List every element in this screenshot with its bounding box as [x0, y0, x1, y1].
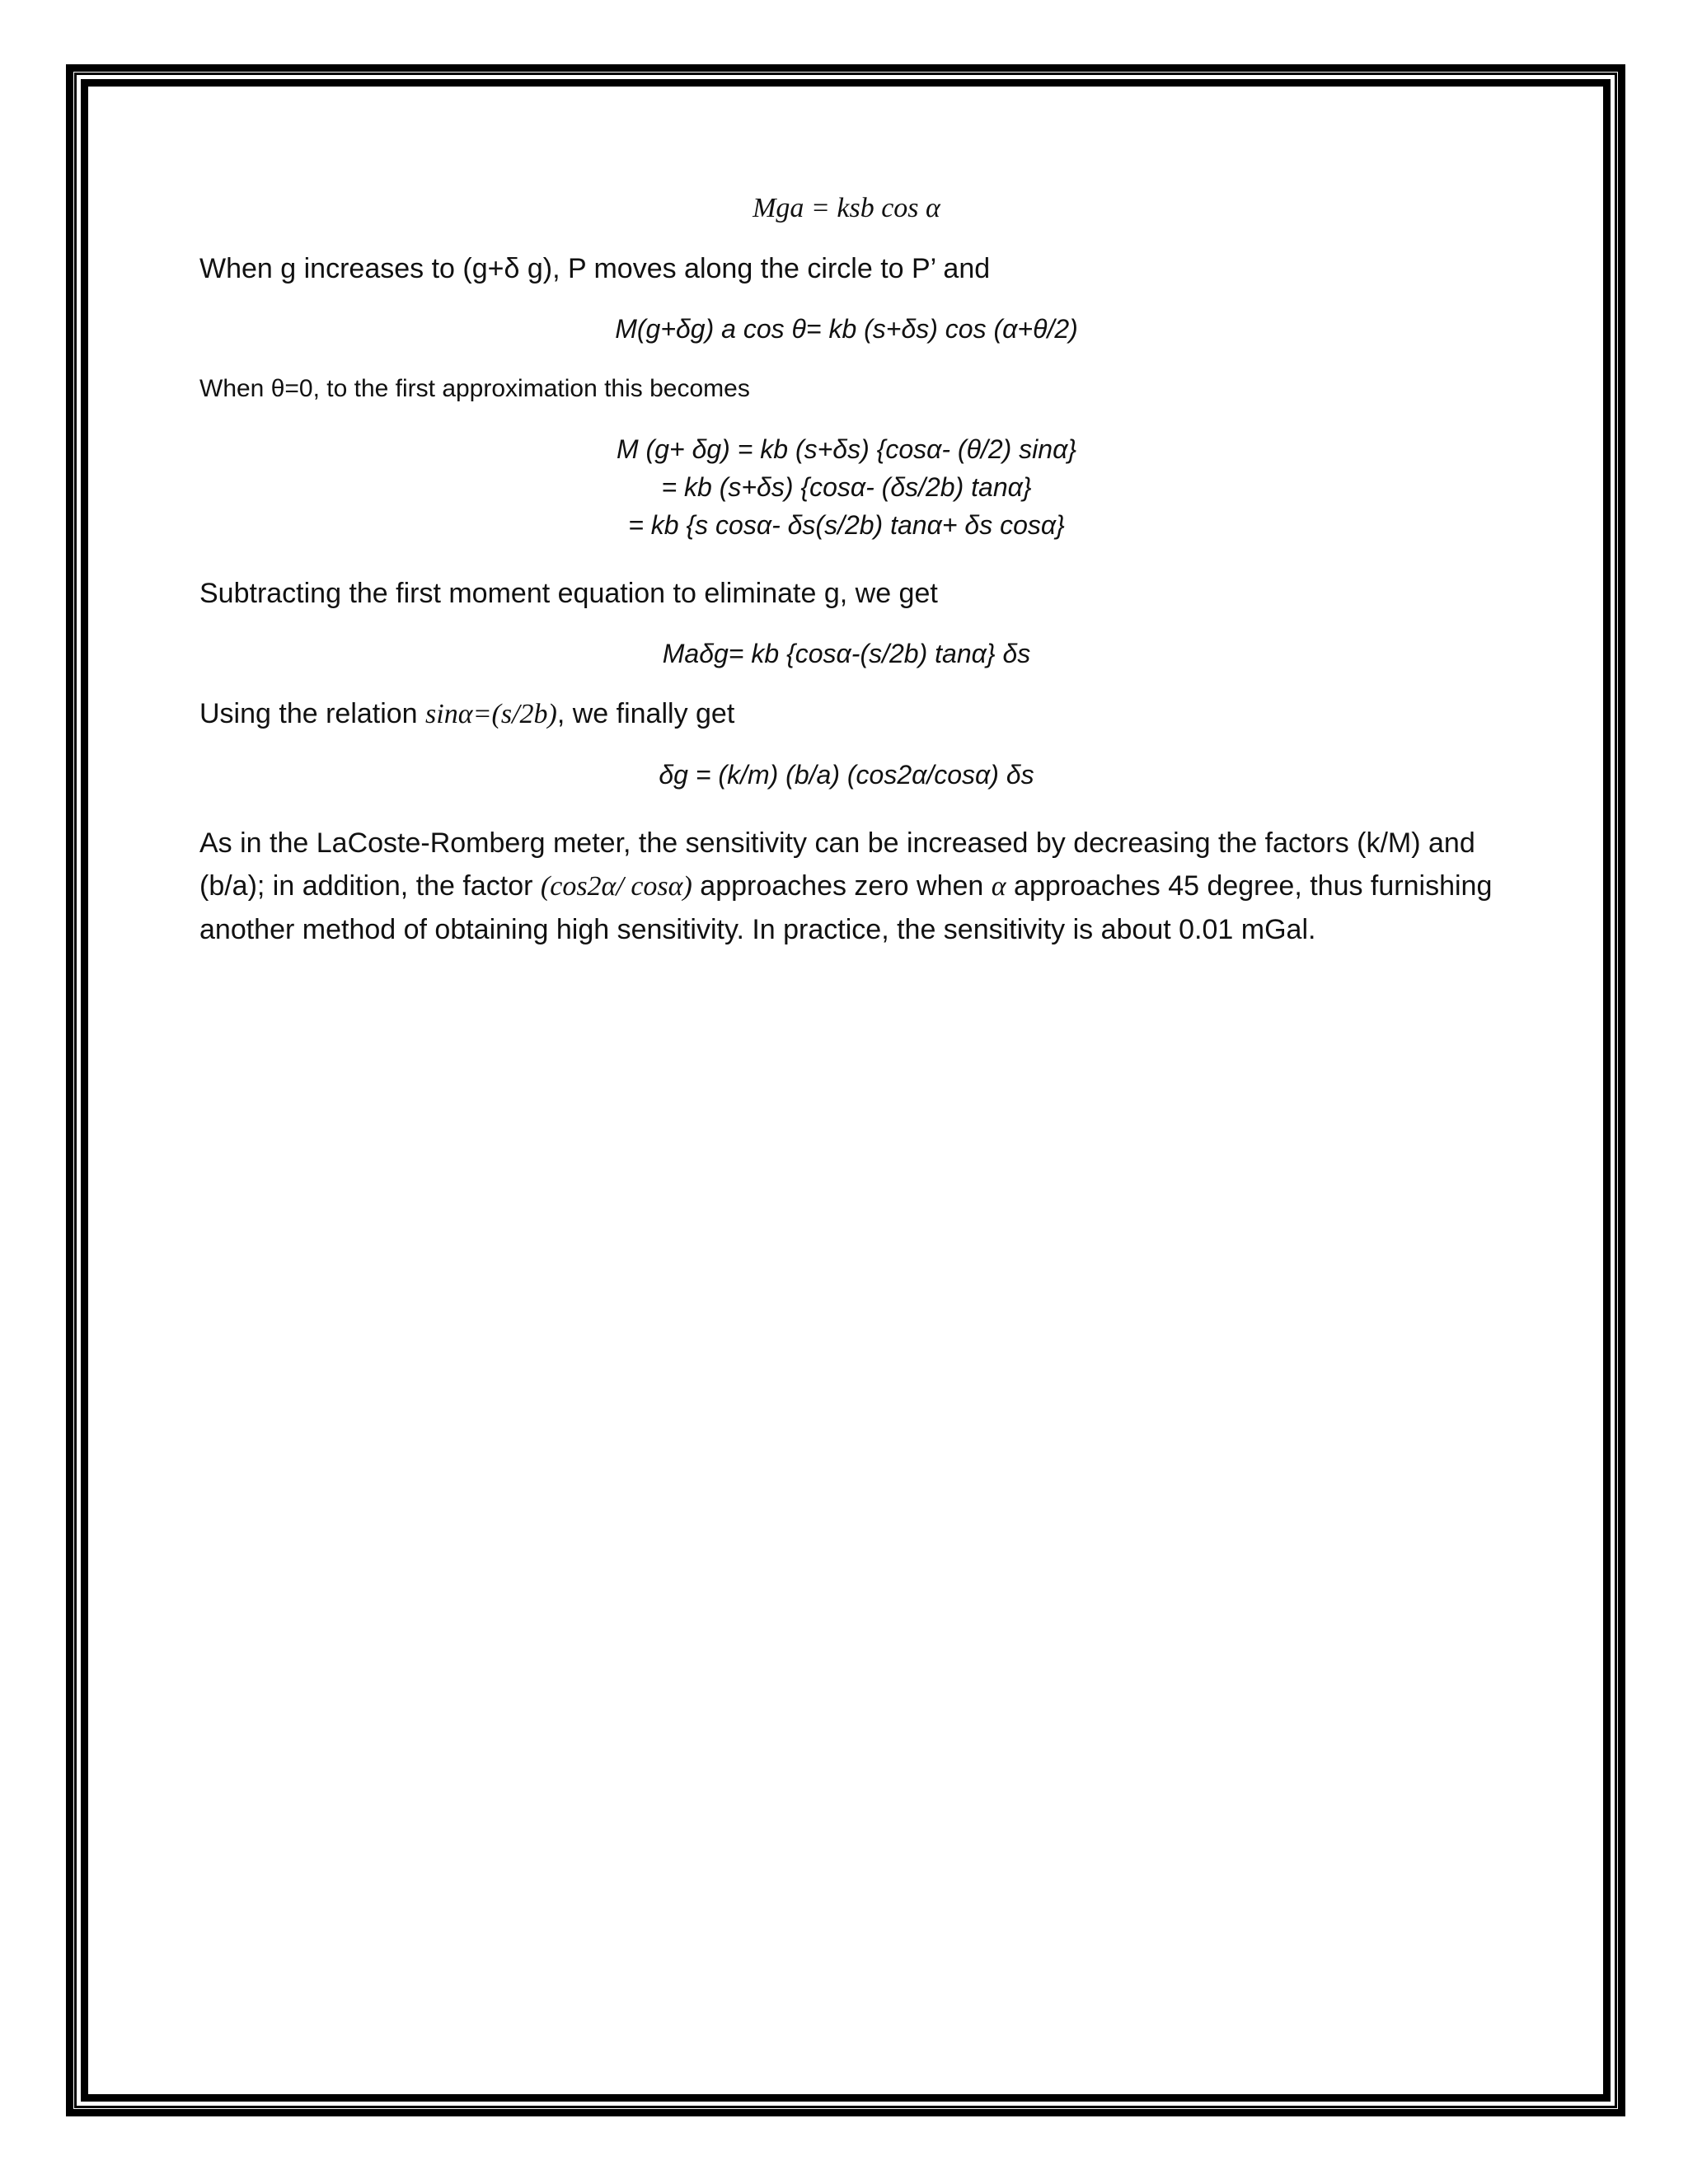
equation-approximation-block: [199, 430, 1493, 544]
equation-approx-line-1: M (g+ δg) = kb (s+δs) {cosα- (θ/2) sinα}: [616, 434, 1076, 464]
paragraph-subtracting: Subtracting the first moment equation to eliminate g, we get: [199, 578, 938, 609]
sensitivity-text-c: approaches 45 degree, thus furnishing another method of obtaining high sensitivity. In practice, the sensitivity is about 0.01 mGal.: [199, 870, 1493, 945]
alpha-symbol: α: [991, 871, 1006, 902]
equation-moment-balance: Mga = ksb cos α: [753, 193, 940, 223]
paragraph-sensitivity-discussion: [199, 822, 1493, 951]
equation-approx-line-3: = kb {s cosα- δs(s/2b) tanα+ δs cosα}: [628, 510, 1065, 540]
paragraph-first-approximation: When θ=0, to the first approximation this becomes: [199, 375, 750, 402]
equation-displaced-balance: M(g+δg) a cos θ= kb (s+δs) cos (α+θ/2): [615, 314, 1078, 344]
sensitivity-text-b: approaches zero when: [692, 870, 992, 902]
equation-approx-line-2: = kb (s+δs) {cosα- (δs/2b) tanα}: [661, 472, 1032, 502]
equation-sensitivity: δg = (k/m) (b/a) (cos2α/cosα) δs: [659, 760, 1034, 790]
using-relation-text-start: Using the relation: [199, 698, 426, 729]
factor-formula: (cos2α/ cosα): [540, 871, 692, 902]
sensitivity-text-a: As in the LaCoste-Romberg meter, the sensitivity can be increased by decreasing the factors (k/M) and (b/a); in addition, the factor: [199, 827, 1475, 902]
document-body: [199, 190, 1493, 951]
using-relation-text-end: , we finally get: [556, 698, 735, 729]
equation-delta-g-moment: Maδg= kb {cosα-(s/2b) tanα} δs: [662, 639, 1031, 668]
relation-formula: sinα=(s/2b): [425, 699, 557, 729]
paragraph-g-increase: When g increases to (g+δ g), P moves along the circle to P’ and: [199, 253, 991, 284]
paragraph-using-relation: [199, 692, 1493, 736]
